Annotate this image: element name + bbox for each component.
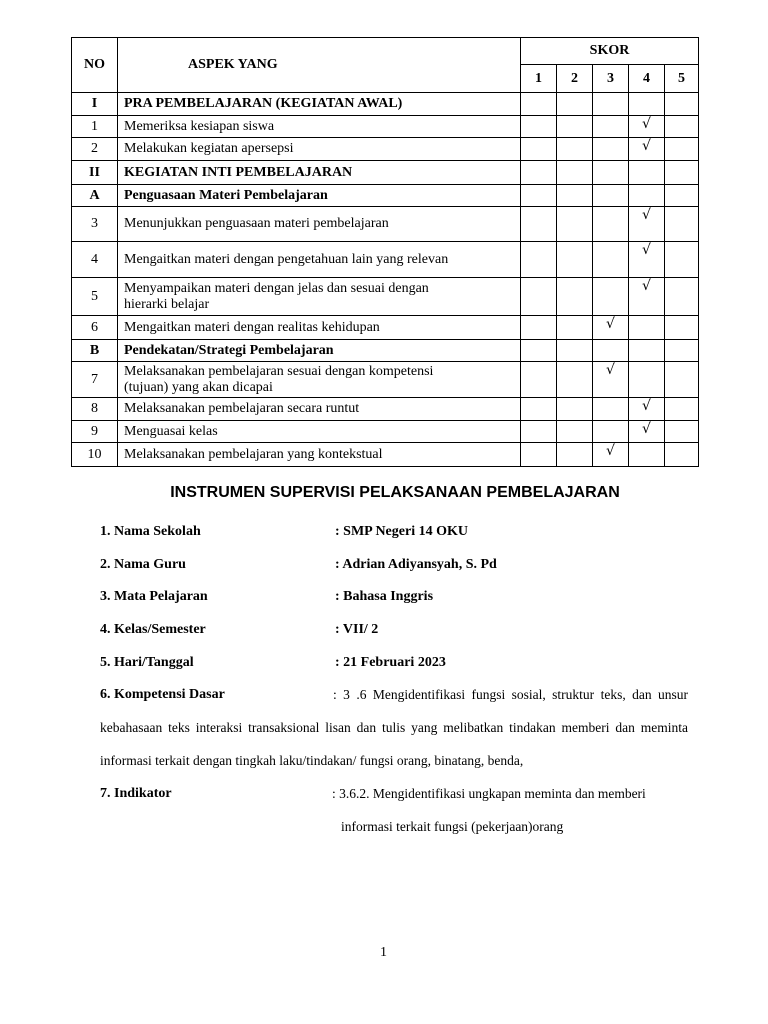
row-aspect-text: Menyampaikan materi dengan jelas dan sesuai dengan hierarki belajar bbox=[118, 278, 521, 316]
score-cell-2 bbox=[557, 207, 593, 242]
score-cell-3 bbox=[593, 207, 629, 242]
score-cell-3 bbox=[593, 398, 629, 421]
score-cell-1 bbox=[521, 421, 557, 443]
score-cell-1 bbox=[521, 242, 557, 278]
row-number: 3 bbox=[72, 207, 118, 242]
score-cell-2 bbox=[557, 93, 593, 116]
header-scale-2: 2 bbox=[557, 65, 593, 93]
score-cell-5 bbox=[665, 93, 699, 116]
row-number: 1 bbox=[72, 116, 118, 138]
score-cell-5 bbox=[665, 421, 699, 443]
row-aspect-text: Pendekatan/Strategi Pembelajaran bbox=[118, 340, 521, 362]
row-number: 7 bbox=[72, 362, 118, 398]
score-cell-3 bbox=[593, 138, 629, 161]
score-cell-4 bbox=[629, 93, 665, 116]
header-skor: SKOR bbox=[521, 38, 699, 65]
score-cell-5 bbox=[665, 242, 699, 278]
kd-label: 6. Kompetensi Dasar bbox=[100, 687, 225, 702]
row-number: I bbox=[72, 93, 118, 116]
row-number: 4 bbox=[72, 242, 118, 278]
score-cell-4 bbox=[629, 185, 665, 207]
row-aspect-text: Melakukan kegiatan apersepsi bbox=[118, 138, 521, 161]
score-cell-1 bbox=[521, 278, 557, 316]
check-mark-icon: √ bbox=[606, 316, 615, 332]
score-cell-4 bbox=[629, 161, 665, 185]
check-mark-icon: √ bbox=[606, 362, 615, 378]
table-row bbox=[72, 93, 699, 116]
score-cell-4 bbox=[629, 278, 665, 316]
check-mark-icon: √ bbox=[642, 138, 651, 154]
header-aspek: ASPEK YANG bbox=[118, 38, 521, 93]
table-row bbox=[72, 161, 699, 185]
check-mark-icon: √ bbox=[606, 443, 615, 459]
info-label: 1. Nama Sekolah bbox=[100, 524, 201, 539]
score-cell-5 bbox=[665, 340, 699, 362]
score-cell-2 bbox=[557, 138, 593, 161]
score-cell-5 bbox=[665, 116, 699, 138]
header-no: NO bbox=[72, 38, 118, 93]
score-cell-1 bbox=[521, 443, 557, 467]
table-row bbox=[72, 185, 699, 207]
score-cell-5 bbox=[665, 443, 699, 467]
table-row bbox=[72, 207, 699, 242]
row-number: B bbox=[72, 340, 118, 362]
row-number: 2 bbox=[72, 138, 118, 161]
indikator-value: : 3.6.2. Mengidentifikasi ungkapan meminta dan memberi bbox=[332, 786, 646, 801]
score-cell-2 bbox=[557, 443, 593, 467]
score-cell-5 bbox=[665, 185, 699, 207]
check-mark-icon: √ bbox=[642, 421, 651, 437]
row-number: II bbox=[72, 161, 118, 185]
table-row bbox=[72, 278, 699, 316]
score-cell-4 bbox=[629, 362, 665, 398]
table-row bbox=[72, 242, 699, 278]
score-cell-5 bbox=[665, 138, 699, 161]
table-row bbox=[72, 362, 699, 398]
row-number: 8 bbox=[72, 398, 118, 421]
check-mark-icon: √ bbox=[642, 242, 651, 258]
table-row bbox=[72, 340, 699, 362]
score-cell-3 bbox=[593, 93, 629, 116]
score-cell-2 bbox=[557, 362, 593, 398]
score-cell-2 bbox=[557, 185, 593, 207]
score-cell-4 bbox=[629, 207, 665, 242]
score-cell-3 bbox=[593, 421, 629, 443]
row-aspect-text: Melaksanakan pembelajaran yang kontekstual bbox=[118, 443, 521, 467]
score-cell-5 bbox=[665, 278, 699, 316]
score-cell-3 bbox=[593, 278, 629, 316]
info-label: 4. Kelas/Semester bbox=[100, 622, 206, 637]
score-cell-2 bbox=[557, 278, 593, 316]
kd-value: : 3 .6 Mengidentifikasi fungsi sosial, struktur teks, dan unsur bbox=[333, 687, 688, 702]
score-cell-1 bbox=[521, 161, 557, 185]
score-cell-4 bbox=[629, 316, 665, 340]
row-aspect-text: Mengaitkan materi dengan realitas kehidupan bbox=[118, 316, 521, 340]
score-cell-1 bbox=[521, 93, 557, 116]
score-cell-4 bbox=[629, 443, 665, 467]
score-cell-2 bbox=[557, 116, 593, 138]
supervision-score-table bbox=[71, 37, 699, 467]
row-number: 9 bbox=[72, 421, 118, 443]
score-cell-3 bbox=[593, 185, 629, 207]
score-cell-3 bbox=[593, 443, 629, 467]
score-cell-5 bbox=[665, 316, 699, 340]
table-row bbox=[72, 116, 699, 138]
row-number: 6 bbox=[72, 316, 118, 340]
score-cell-3 bbox=[593, 161, 629, 185]
header-scale-1: 1 bbox=[521, 65, 557, 93]
score-cell-2 bbox=[557, 161, 593, 185]
check-mark-icon: √ bbox=[642, 116, 651, 132]
check-mark-icon: √ bbox=[642, 278, 651, 294]
score-cell-2 bbox=[557, 398, 593, 421]
table-row bbox=[72, 138, 699, 161]
info-label: 5. Hari/Tanggal bbox=[100, 655, 194, 670]
table-row bbox=[72, 316, 699, 340]
score-cell-5 bbox=[665, 398, 699, 421]
document-title: INSTRUMEN SUPERVISI PELAKSANAAN PEMBELAJARAN bbox=[170, 484, 620, 501]
score-cell-5 bbox=[665, 161, 699, 185]
kd-line-3: informasi terkait dengan tingkah laku/tindakan/ fungsi orang, binatang, benda, bbox=[100, 753, 524, 768]
info-label: 2. Nama Guru bbox=[100, 557, 186, 572]
score-cell-1 bbox=[521, 362, 557, 398]
row-aspect-text: Memeriksa kesiapan siswa bbox=[118, 116, 521, 138]
info-value: : VII/ 2 bbox=[335, 622, 379, 637]
row-number: 5 bbox=[72, 278, 118, 316]
row-number: A bbox=[72, 185, 118, 207]
score-cell-5 bbox=[665, 362, 699, 398]
score-cell-4 bbox=[629, 340, 665, 362]
row-aspect-text: Mengaitkan materi dengan pengetahuan lain yang relevan bbox=[118, 242, 521, 278]
table-row bbox=[72, 398, 699, 421]
score-cell-2 bbox=[557, 242, 593, 278]
table-row bbox=[72, 421, 699, 443]
score-cell-4 bbox=[629, 116, 665, 138]
score-cell-1 bbox=[521, 398, 557, 421]
indikator-line-2: informasi terkait fungsi (pekerjaan)orang bbox=[341, 819, 564, 834]
row-aspect-text: Menunjukkan penguasaan materi pembelajaran bbox=[118, 207, 521, 242]
score-cell-1 bbox=[521, 138, 557, 161]
check-mark-icon: √ bbox=[642, 207, 651, 223]
score-cell-2 bbox=[557, 316, 593, 340]
header-scale-4: 4 bbox=[629, 65, 665, 93]
score-cell-3 bbox=[593, 362, 629, 398]
check-mark-icon: √ bbox=[642, 398, 651, 414]
row-aspect-text: Melaksanakan pembelajaran sesuai dengan kompetensi (tujuan) yang akan dicapai bbox=[118, 362, 521, 398]
score-cell-1 bbox=[521, 185, 557, 207]
info-value: : SMP Negeri 14 OKU bbox=[335, 524, 468, 539]
header-scale-3: 3 bbox=[593, 65, 629, 93]
score-cell-4 bbox=[629, 398, 665, 421]
score-cell-1 bbox=[521, 207, 557, 242]
score-cell-1 bbox=[521, 340, 557, 362]
score-cell-2 bbox=[557, 421, 593, 443]
kd-line-2: kebahasaan teks interaksi transaksional lisan dan tulis yang melibatkan tindakan memberi dan meminta bbox=[100, 720, 688, 735]
row-aspect-text: KEGIATAN INTI PEMBELAJARAN bbox=[118, 161, 521, 185]
score-cell-3 bbox=[593, 340, 629, 362]
score-cell-3 bbox=[593, 316, 629, 340]
row-number: 10 bbox=[72, 443, 118, 467]
table-row bbox=[72, 443, 699, 467]
info-value: : 21 Februari 2023 bbox=[335, 655, 446, 670]
score-cell-4 bbox=[629, 421, 665, 443]
row-aspect-text: Menguasai kelas bbox=[118, 421, 521, 443]
score-cell-4 bbox=[629, 138, 665, 161]
score-cell-1 bbox=[521, 316, 557, 340]
row-aspect-text: Penguasaan Materi Pembelajaran bbox=[118, 185, 521, 207]
page-number: 1 bbox=[380, 945, 387, 960]
indikator-label: 7. Indikator bbox=[100, 786, 172, 801]
row-aspect-text: PRA PEMBELAJARAN (KEGIATAN AWAL) bbox=[118, 93, 521, 116]
score-cell-1 bbox=[521, 116, 557, 138]
score-cell-5 bbox=[665, 207, 699, 242]
info-value: : Adrian Adiyansyah, S. Pd bbox=[335, 557, 497, 572]
score-cell-4 bbox=[629, 242, 665, 278]
score-cell-3 bbox=[593, 116, 629, 138]
info-label: 3. Mata Pelajaran bbox=[100, 589, 208, 604]
info-value: : Bahasa Inggris bbox=[335, 589, 434, 604]
row-aspect-text: Melaksanakan pembelajaran secara runtut bbox=[118, 398, 521, 421]
header-scale-5: 5 bbox=[665, 65, 699, 93]
score-cell-3 bbox=[593, 242, 629, 278]
score-cell-2 bbox=[557, 340, 593, 362]
